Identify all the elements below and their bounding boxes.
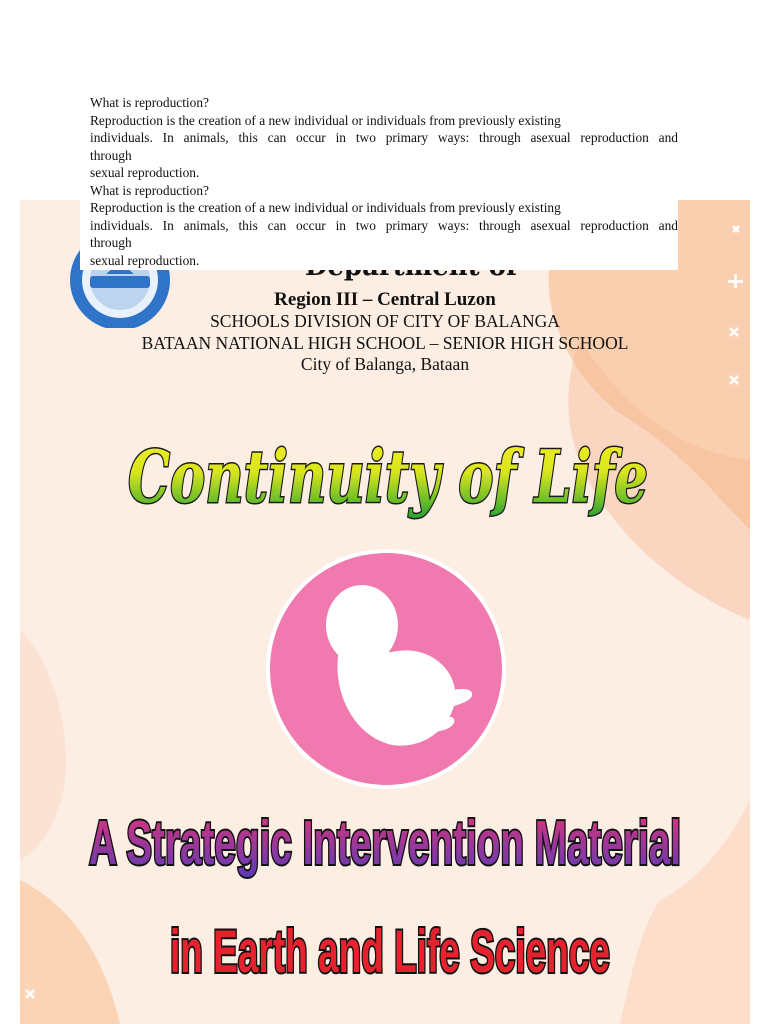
embryo-icon [262, 545, 510, 793]
main-title-text: Continuity of Life [128, 434, 648, 519]
overlay-line: individuals. In animals, this can occur in two primary ways: through asexual reproduction and [90, 217, 678, 233]
region-line: Region III – Central Luzon [274, 289, 496, 310]
overlay-line: Reproduction is the creation of a new individual or individuals from previously existing [90, 200, 561, 215]
city-line: City of Balanga, Bataan [300, 354, 470, 374]
overlay-line: through [90, 235, 132, 250]
subtitle-line-1: A Strategic Intervention Material [89, 809, 681, 878]
school-line: BATAAN NATIONAL HIGH SCHOOL – SENIOR HIGH SCHOOL [141, 333, 629, 353]
overlay-line: through [90, 147, 132, 163]
overlay-line: Reproduction is the creation of a new individual or individuals from previously existing [90, 112, 561, 128]
main-title [110, 400, 670, 550]
overlay-line: What is reproduction? [90, 182, 209, 198]
overlay-line: sexual reproduction. [90, 252, 200, 268]
overlay-line: sexual reproduction. [90, 165, 200, 180]
overlay-text-block [80, 88, 678, 270]
subtitle [80, 800, 690, 1000]
overlay-line: individuals. In animals, this can occur in two primary ways: through asexual reproduction and [90, 130, 678, 145]
subtitle-line-2: in Earth and Life Science [170, 918, 610, 985]
division-line: SCHOOLS DIVISION OF CITY OF BALANGA [210, 311, 560, 331]
overlay-line: What is reproduction? [90, 95, 209, 110]
